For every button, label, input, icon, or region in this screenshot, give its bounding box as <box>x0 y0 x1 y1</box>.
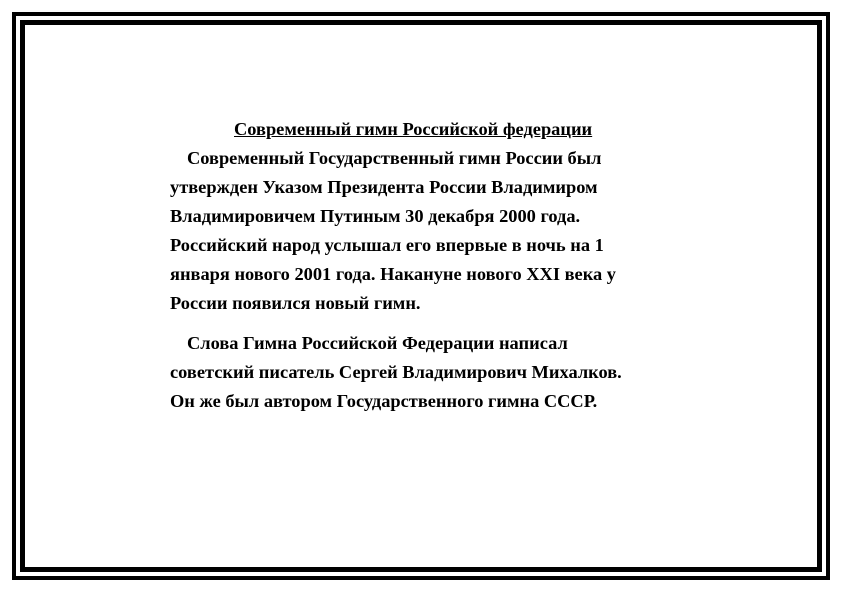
paragraph-line: Владимировичем Путиным 30 декабря 2000 года. <box>170 206 581 226</box>
paragraph-anthem-author <box>170 329 730 416</box>
paragraph-anthem-adoption <box>170 144 730 318</box>
paragraph-line: России появился новый гимн. <box>170 293 421 313</box>
paragraph-line: Он же был автором Государственного гимна СССР. <box>170 391 598 411</box>
paragraph-line: Российский народ услышал его впервые в ночь на 1 <box>170 235 604 255</box>
paragraph-line: января нового 2001 года. Накануне нового XXI века у <box>170 264 616 284</box>
paragraph-line: утвержден Указом Президента России Владимиром <box>170 177 598 197</box>
document-title: Современный гимн Российской федерации <box>234 119 593 139</box>
paragraph-line: советский писатель Сергей Владимирович Михалков. <box>170 362 622 382</box>
paragraph-line: Слова Гимна Российской Федерации написал <box>187 333 568 353</box>
paragraph-line: Современный Государственный гимн России был <box>187 148 602 168</box>
text-content <box>170 115 730 416</box>
